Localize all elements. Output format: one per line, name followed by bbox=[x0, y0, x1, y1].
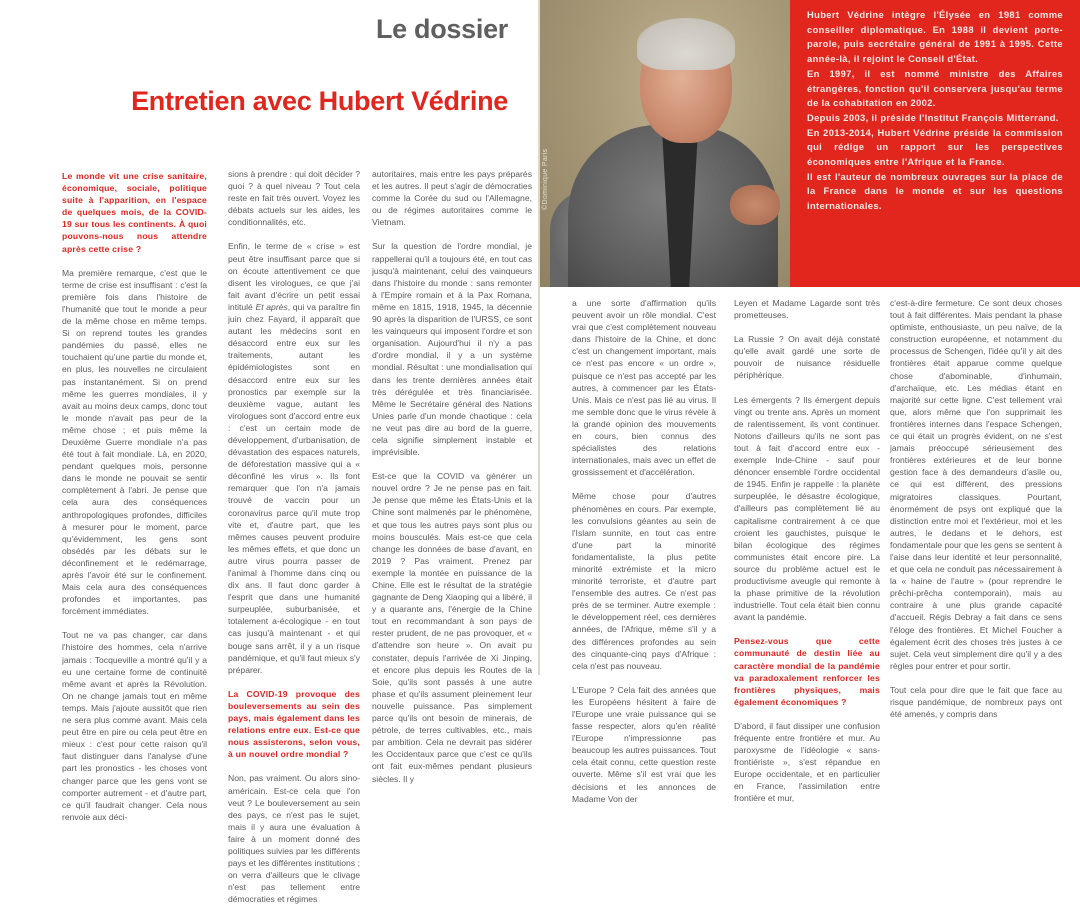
interview-question: La COVID-19 provoque des bouleversements au sein des pays, mais également dans les relations entre eux. Est-ce que nous assisterons, selon vous, à un nouvel ordre mondial ? bbox=[228, 688, 360, 760]
right-page bbox=[540, 0, 1080, 804]
left-page bbox=[0, 0, 540, 905]
interview-answer: Même chose pour d'autres phénomènes en cours. Par exemple, les convulsions géantes au sein de l'Islam sunnite, en tout cas entre d'une part la minorité fondamentaliste, la plus petite minorité extrémiste et la micro minorité terroriste, et d'autre part l'ensemble des autres. Ce n'est pas près de se terminer. Autre exemple : le développement réel, ces dernières années, de l'Afrique, même s'il y a des différences profondes au sein des cinquante-cinq pays d'Afrique : cela n'est pas nouveau. bbox=[572, 491, 716, 671]
interview-answer: a une sorte d'affirmation qu'ils peuvent avoir un rôle mondial. C'est vrai que c'est complètement nouveau dans l'histoire de la Chine, et donc c'est un changement important, mais ce n'est pas encore « un ordre », puisque ce n'est pas accepté par les autres, à commencer par les États-Unis. Mais ce n'est pas lié au virus. Il me semble donc que le virus révèle à la grande opinion des mouvements en cours, bien connus des spécialistes des relations internationales, mais avec un effet de grossissement et d'accélération. bbox=[572, 298, 716, 478]
interview-answer: D'abord, il faut dissiper une confusion fréquente entre frontière et mur. Au paroxysme de l'idéologie « sans-frontiériste », s'est répandue en Europe occidentale, et en particulier en France, l'assimilation entre frontière et mur, bbox=[734, 720, 880, 804]
bio-paragraph: En 1997, il est nommé ministre des Affaires étrangères, fonction qu'il conservera jusqu'au terme de la cohabitation en 2002. bbox=[807, 67, 1063, 109]
interview-answer: Tout ne va pas changer, car dans l'histoire des hommes, cela n'arrive jamais : Tocqueville a montré qu'il y a eu une certaine forme de continuité même avant et après la Révolution. On ne change jamais tout en même temps. Mais j'ajoute aussitôt que rien ne sera plus comme avant. Mais cela peut être en pire ou cela peut être en mieux : c'est pour cette raison qu'il faut distinguer dans l'analyse d'une part les pronostics - les choses vont changer parce que les gens vont se comporter autrement - et d'autre part, ce qu'il faudrait changer. Cela nous renvoie aux déci- bbox=[62, 630, 207, 822]
article-column-3 bbox=[372, 168, 532, 797]
interview-answer: autoritaires, mais entre les pays préparés et les autres. Il peut s'agir de démocraties comme la Corée du sud ou l'Allemagne, ou de régimes autoritaires comme le Vietnam. bbox=[372, 169, 532, 228]
interview-answer: Ma première remarque, c'est que le terme de crise est insuffisant : c'est la première fois dans l'histoire de l'humanité que tout le monde a peur de la même chose en même temps. Si on reprend toutes les grandes pandémies du passé, elles ne touchaient qu'une partie du monde et, en plus, les nouvelles ne circulaient pas instantanément. Si on prend même les guerres mondiales, il y avait au moins deux camps, donc tout le monde n'avait pas peur de la même chose ; et puis même la Deuxième Guerre mondiale n'a pas été tout à fait mondiale. Là, en 2020, pendant quelques mois, personne dans le monde ne pouvait se sentir complètement à l'abri. Je pense que cela aura des conséquences anthropologiques profondes, difficiles à mesurer pour le moment, parce qu'évidemment, les gens sont obsédés par les débats sur le déconfinement et le redémarrage, après l'avoir été sur le confinement. Mais cela aura des conséquences profondes et importantes, pas forcément immédiates. bbox=[62, 267, 207, 617]
interview-answer: L'Europe ? Cela fait des années que les Européens hésitent à faire de l'Europe une vraie puissance qui se fasse respecter, alors qu'en réalité l'Europe n'impressionne pas beaucoup les autres puissances. Tout cela était connu, cette question reste ouverte. Même s'il est vrai que les décisions et les annonces de Madame Von der bbox=[572, 684, 716, 804]
interview-answer: Sur la question de l'ordre mondial, je rappellerai qu'il a toujours été, en tout cas jusqu'à maintenant, celui des vainqueurs dans l'histoire du monde : sans remonter à l'Empire romain et à la Pax Romana, même en 1815, 1918, 1945, la décennie 90 après la disparition de l'URSS, ce sont les vainqueurs qui imposent l'ordre et son organisation. Aujourd'hui il n'y a pas d'ordre mondial, il y a un système mondial. Résultat : une mondialisation qui dans les trente dernières années était très dérégulée et très financiarisée. Même le Secrétaire général des Nations Unies parle d'un monde chaotique : cela ne veut pas dire au bord de la guerre, cela signifie simplement instable et imprévisible. bbox=[372, 241, 532, 458]
photo-hair bbox=[637, 18, 735, 70]
bio-box bbox=[790, 0, 1080, 287]
article-column-4 bbox=[572, 297, 716, 817]
article-headline: Entretien avec Hubert Védrine bbox=[131, 86, 508, 116]
interview-answer: La Russie ? On avait déjà constaté qu'elle avait gardé une sorte de pouvoir de nuisance résiduelle périphérique. bbox=[734, 334, 880, 381]
interview-answer: Les émergents ? Ils émergent depuis vingt ou trente ans. Après un moment de ralentissement, ils vont continuer. Notons d'ailleurs qu'ils ne sont pas tout à fait d'accord entre eux - exemple Inde-Chine - sauf pour dénoncer ensemble l'ordre occidental de 1945. Enfin je rappelle : la planète surpeuplée, le désastre écologique, d'ailleurs pas complètement lié au capitalisme contrairement à ce que croient les gauchistes, puisque le bilan écologique des régimes communistes était encore pire. La source du problème actuel est le productivisme aveugle qui remonte à la phase primitive de la révolution industrielle. Tout cela était bien connu avant la pandémie. bbox=[734, 394, 880, 623]
section-title: Le dossier bbox=[375, 14, 508, 44]
bio-paragraph: Depuis 2003, il préside l'Institut François Mitterrand. bbox=[807, 111, 1059, 123]
interview-answer: sions à prendre : qui doit décider ? quoi ? à quel niveau ? Tout cela reste en fait très ouvert. Voyez les débats actuels sur les aides, les conditionnalités, etc. bbox=[228, 169, 360, 228]
interview-answer: c'est-à-dire fermeture. Ce sont deux choses tout à fait différentes. Mais pendant la phase optimiste, enthousiaste, un peu naïve, de la construction européenne, et notamment du processus de Schengen, l'idée qu'il y ait des frontières était apparue comme quelque chose d'abominable, d'inhumain, d'archaïque, etc. Les médias étant en majorité sur cette ligne. C'est tellement vrai que, alors même que l'on supprimait les frontières internes dans l'espace Schengen, ce qui était un progrès évident, on ne s'est jamais préoccupé sérieusement des frontières extérieures et de leur bonne gestion face à des demandeurs d'asile ou, ce qui est différent, des pressions migratoires classiques. Pourtant, énormément de psys ont expliqué que la distinction entre moi et l'extérieur, moi et les autres, le dedans et le dehors, est fondamentale pour que les gens se sentent à l'aise dans leur identité et leur personnalité, et que cela ne conduit pas nécessairement à la « haine de l'autre » (pour reprendre le prêchi-prêcha contemporain), mais au contraire à une plus grande capacité d'accueil. Régis Debray a fait dans ce sens l'éloge des frontières. Et Michel Foucher a également écrit des choses très justes à ce sujet. Cela veut simplement dire qu'il y a des règles pour entrer et pour sortir. bbox=[890, 298, 1062, 671]
answer-text: , qui va paraître fin juin chez Fayard, il apparaît que autant les médecins sont en désaccord entre eux sur les traitements, autant les épidémiologistes sont en désaccord entre eux sur les pronostics par exemple sur la deuxième vague, autant les virologues sont d'accord entre eux : c'est un certain mode de développement, d'urbanisation, de dévastation des espaces naturels, de déforestation massive qui a « déconfiné les virus ». Ils font remarquer que l'on n'a jamais trouvé de vaccin pour un coronavirus parce qu'il mute trop vite et, d'autre part, que les mêmes causes peuvent produire les mêmes effets, et que donc un autre virus pourra passer de l'animal à l'homme dans cinq ou dix ans. Il faut donc garder à l'esprit que dans une humanité surpeuplée, suburbanisée, et totalement a-écologique - en tout cas jusqu'à maintenant - et qui bouge sans arrêt, il y a un risque pandémique, et qu'il faut mieux s'y préparer. bbox=[228, 301, 360, 675]
interview-answer: Est-ce que la COVID va générer un nouvel ordre ? Je ne pense pas en fait. Je pense que même les États-Unis et la Chine sont malmenés par le phénomène, et que tous les autres pays sont plus ou moins bousculés. Mais est-ce que cela change les données de base d'avant, en 2019 ? Pas vraiment. Prenez par exemple la montée en puissance de la Chine. Elle est le résultat de la stratégie gagnante de Deng Xiaoping qui a libéré, il y a quarante ans, l'énergie de la Chine tout en recommandant à son pays de rester prudent, de ne pas provoquer, et « d'attendre son heure ». On avait pu constater, depuis l'arrivée de Xi Jinping, et encore plus depuis les Routes de la Soie, qu'ils sont passés à une autre phase et qu'ils assument pleinement leur nouvelle puissance. Pas simplement parce qu'ils ont besoin de minerais, de pétrole, de terres cultivables, etc., mais par ambition. Cela ne devrait pas sidérer les Occidentaux parce que c'est ce qu'ils ont fait eux-mêmes pendant plusieurs siècles. Il y bbox=[372, 471, 532, 784]
interview-answer bbox=[228, 240, 360, 675]
article-column-6 bbox=[890, 297, 1062, 732]
bio-paragraph: Il est l'auteur de nombreux ouvrages sur la place de la France dans le monde et sur les questions internationales. bbox=[807, 170, 1063, 212]
article-column-1 bbox=[62, 170, 207, 835]
bio-paragraph: Hubert Védrine intègre l'Élysée en 1981 comme conseiller diplomatique. En 1988 il devient porte-parole, puis secrétaire général de 1991 à 1995. Cette année-là, il rejoint le Conseil d'État. bbox=[807, 9, 1063, 65]
interview-question: Pensez-vous que cette communauté de destin liée au caractère mondial de la pandémie va paradoxalement renforcer les frontières physiques, mais également économiques ? bbox=[734, 636, 880, 707]
article-column-5 bbox=[734, 297, 880, 817]
portrait-photo bbox=[540, 0, 790, 287]
interview-question: Le monde vit une crise sanitaire, économique, sociale, politique suite à l'apparition, en l'espace de quelques mois, de la COVID-19 sur tous les continents. À quoi pouvons-nous nous attendre après cette crise ? bbox=[62, 171, 207, 254]
interview-answer: Tout cela pour dire que le fait que face au risque pandémique, de nombreux pays ont été amenés, y compris dans bbox=[890, 684, 1062, 720]
bio-text bbox=[807, 8, 1063, 214]
bio-paragraph: En 2013-2014, Hubert Védrine préside la commission qui rédige un rapport sur les perspectives économiques entre l'Afrique et la France. bbox=[807, 126, 1063, 168]
photo-hand bbox=[730, 185, 780, 225]
book-title: Et après bbox=[255, 301, 288, 312]
photo-credit: ©Dominique Paris bbox=[542, 148, 549, 210]
interview-answer: Non, pas vraiment. Ou alors sino-américain. Est-ce cela que l'on veut ? Le bouleversement au sein des pays, ce n'est pas le sujet, mais il y aura une évaluation à faire à un moment donné des politiques suivies par les différents pays et les différentes institutions ; on verra d'ailleurs que le clivage n'est pas tellement entre démocraties et régimes bbox=[228, 773, 360, 905]
answer-text: Enfin, le terme de « crise » est peut être insuffisant parce que si on écoute attentivement ce que disent les virologues, ce que j'ai fait avant d'écrire un petit essai intitulé bbox=[228, 241, 360, 312]
interview-answer: Leyen et Madame Lagarde sont très prometteuses. bbox=[734, 298, 880, 321]
article-column-2 bbox=[228, 168, 360, 917]
